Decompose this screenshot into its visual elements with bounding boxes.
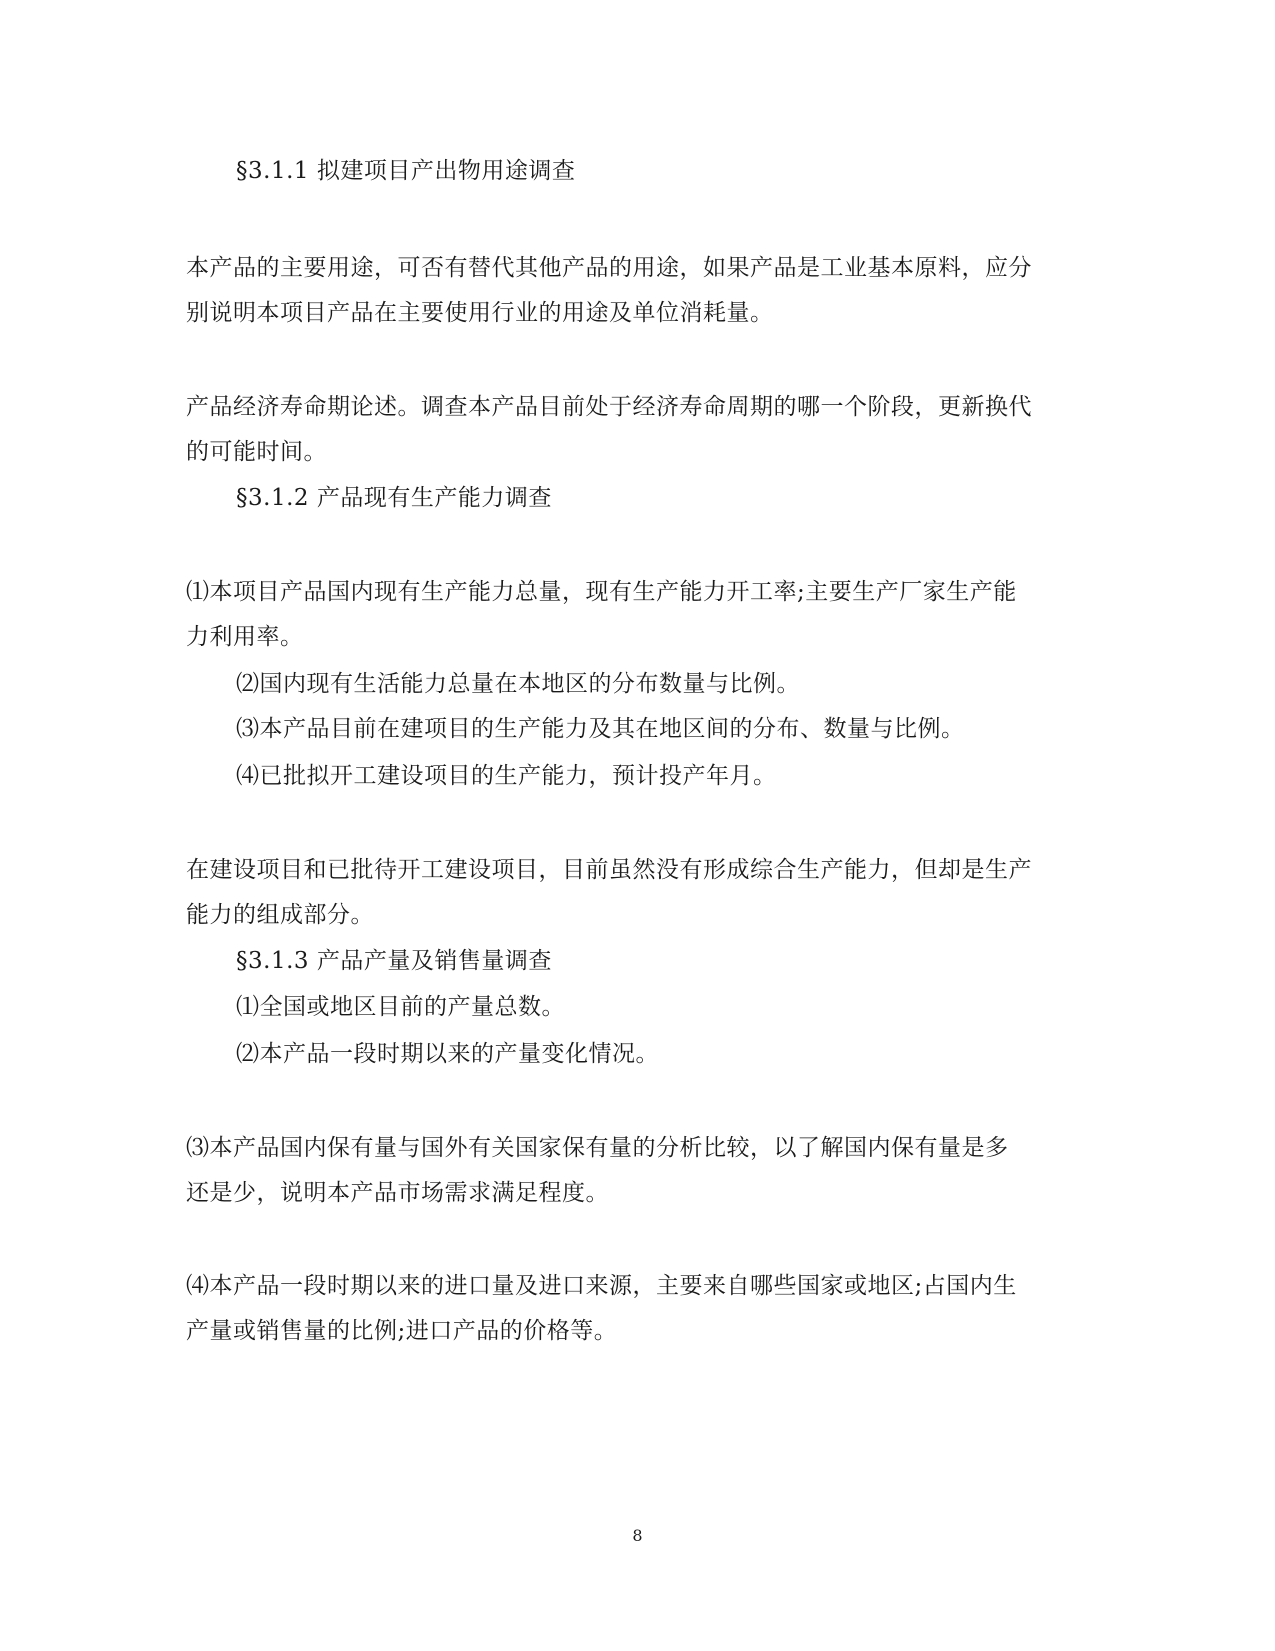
capacity-item2: ⑵国内现有生活能力总量在本地区的分布数量与比例。 — [236, 671, 800, 697]
capacity-item4: ⑷已批拟开工建设项目的生产能力，预计投产年月。 — [236, 763, 777, 789]
page-number: 8 — [632, 1526, 643, 1545]
capacity-item1-line1: ⑴本项目产品国内现有生产能力总量，现有生产能力开工率;主要生产厂家生产能 — [186, 579, 1017, 605]
capacity-note-line1: 在建设项目和已批待开工建设项目，目前虽然没有形成综合生产能力，但却是生产 — [186, 857, 1032, 883]
output-item3-line1: ⑶本产品国内保有量与国外有关国家保有量的分析比较，以了解国内保有量是多 — [186, 1135, 1009, 1161]
section-heading-3-1-2: §3.1.2 产品现有生产能力调查 — [236, 485, 552, 511]
section-heading-3-1-3: §3.1.3 产品产量及销售量调查 — [236, 948, 552, 974]
output-item4-line2: 产量或销售量的比例;进口产品的价格等。 — [186, 1318, 618, 1344]
paragraph-usage-line2: 别说明本项目产品在主要使用行业的用途及单位消耗量。 — [186, 300, 774, 326]
output-item1: ⑴全国或地区目前的产量总数。 — [236, 994, 565, 1020]
output-item2: ⑵本产品一段时期以来的产量变化情况。 — [236, 1041, 659, 1067]
paragraph-usage-line1: 本产品的主要用途，可否有替代其他产品的用途，如果产品是工业基本原料，应分 — [186, 255, 1032, 281]
capacity-item1-line2: 力利用率。 — [186, 624, 304, 650]
paragraph-lifecycle-line1: 产品经济寿命期论述。调查本产品目前处于经济寿命周期的哪一个阶段，更新换代 — [186, 394, 1032, 420]
paragraph-lifecycle-line2: 的可能时间。 — [186, 439, 327, 465]
output-item4-line1: ⑷本产品一段时期以来的进口量及进口来源，主要来自哪些国家或地区;占国内生 — [186, 1273, 1017, 1299]
section-heading-3-1-1: §3.1.1 拟建项目产出物用途调查 — [236, 158, 576, 184]
output-item3-line2: 还是少，说明本产品市场需求满足程度。 — [186, 1180, 609, 1206]
capacity-note-line2: 能力的组成部分。 — [186, 902, 374, 928]
capacity-item3: ⑶本产品目前在建项目的生产能力及其在地区间的分布、数量与比例。 — [236, 716, 965, 742]
